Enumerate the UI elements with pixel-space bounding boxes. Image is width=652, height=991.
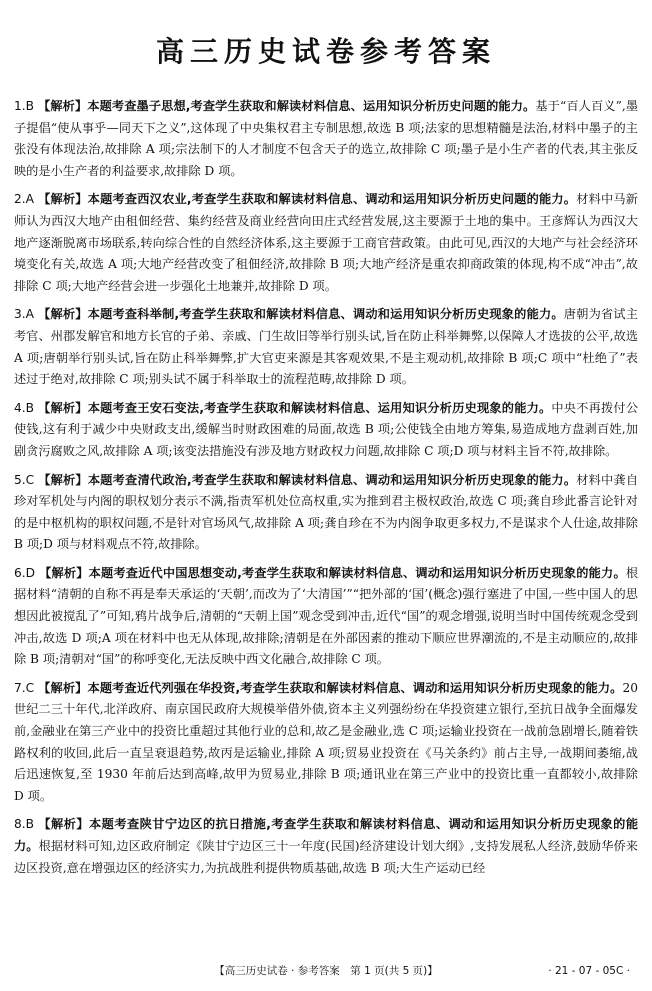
answer-body: 基于“百人百义”,墨子提倡“使从事乎—同天下之义”,这体现了中央集权君主专制思想,故选 B 项;法家的思想精髓是法治,材料中墨子的主张没有体现法治,故排除 A 项;宗法制下的人才制度不包含天子的选立,故排除 C 项;墨子是小生产者的代表,其主张反映的是小生产者的利益要求,故排除 D 项。	[14, 99, 639, 178]
analysis-tag: 【解析】	[38, 817, 89, 832]
analysis-tag: 【解析】	[38, 472, 88, 487]
answer-body: 根据材料“清朝的自称不再是奉天承运的‘天朝’,而改为了‘大清国’”“把外部的‘国’(概念)强行塞进了中国,一些中国人的思想因此被搅乱了”可知,鸦片战争后,清朝的“天朝上国”观念受到冲击,近代“国”的观念增强,说明当时中国传统观念受到冲击,故选 D 项;A 项在材料中也无从体现,故排除;清朝是在外部因素的推动下顺应世界潮流的,不是主动顺应的,故排除 B 项;清朝对“国”的称呼变化,无法反映中西文化融合,故排除 C 项。	[14, 565, 639, 667]
answer-item	[14, 96, 638, 182]
answer-body: 20 世纪二三十年代,北洋政府、南京国民政府大规模举借外债,资本主义列强纷纷在华投资建立银行,至抗日战争全面爆发前,金融业在第三产业中的投资比重超过其他行业的总和,故乙是金融业,选 C 项;运输业投资在一战前急剧增长,随着铁路权利的收回,此后一直呈衰退趋势,故丙是运输业,排除 A 项;贸易业投资在《马关条约》前占主导,一战期间萎缩,战后迅速恢复,至 1930 年前后达到高峰,故甲为贸易业,排除 B 项;通讯业在第三产业中的投资比重一直都较小,故排除 D 项。	[14, 680, 639, 803]
answer-lead: 本题考查清代政治,考查学生获取和解读材料信息、调动和运用知识分析历史现象的能力。	[87, 472, 577, 487]
answer-lead: 本题考查陕甘宁边区的抗日措施,考查学生获取和解读材料信息、调动和运用知识分析历史现象的能力。	[14, 817, 639, 853]
answer-number: 4.B	[14, 400, 34, 415]
answer-item	[14, 678, 638, 808]
answer-number: 6.D	[14, 565, 36, 580]
answer-number: 1.B	[14, 99, 34, 113]
answer-lead: 本题考查王安石变法,考查学生获取和解读材料信息、运用知识分析历史现象的能力。	[87, 400, 552, 415]
answer-item	[14, 304, 638, 390]
answer-item	[14, 398, 638, 463]
answer-body: 唐朝为省试主考官、州郡发解官和地方长官的子弟、亲戚、门生故旧等举行别头试,旨在防止科举舞弊,以保障人才选拔的公平,故选 A 项;唐朝举行别头试,旨在防止科举舞弊,扩大官吏来源是其客观效果,不是主观动机,故排除 B 项;C 项中“杜绝了”表述过于绝对,故排除 C 项;别头试不属于科举取士的流程范畴,故排除 D 项。	[14, 307, 638, 387]
footer-page-info: 【高三历史试卷 · 参考答案 第 1 页(共 5 页)】	[214, 965, 438, 977]
answer-number: 2.A	[14, 192, 34, 207]
analysis-tag: 【解析】	[39, 565, 89, 580]
answer-item	[14, 814, 638, 879]
analysis-tag: 【解析】	[38, 307, 88, 322]
answer-item	[14, 563, 638, 671]
answer-lead: 本题考查科举制,考查学生获取和解读材料信息、调动和运用知识分析历史现象的能力。	[87, 307, 564, 322]
answer-body: 中央不再拨付公使钱,这有利于减少中央财政支出,缓解当时财政困难的局面,故选 B 项;公使钱全由地方筹集,易造成地方盘剥百姓,加剧贪污腐败之风,故排除 A 项;该变法措施没有涉及地方财政权力问题,故排除 C 项;D 项与材料主旨不符,故排除。	[14, 400, 639, 458]
answer-lead: 本题考查墨子思想,考查学生获取和解读材料信息、运用知识分析历史问题的能力。	[87, 99, 536, 113]
answer-number: 5.C	[14, 472, 35, 487]
analysis-tag: 【解析】	[38, 680, 88, 695]
answer-lead: 本题考查近代列强在华投资,考查学生获取和解读材料信息、调动和运用知识分析历史现象的能力。	[87, 680, 623, 695]
answer-body: 材料中龚自珍对军机处与内阁的职权划分表示不满,指责军机处位高权重,实为推到君主极权政治,故选 C 项;龚自珍此番言论针对的是中枢机构的职权问题,不是针对官场风气,故排除 A 项;龚自珍在不为内阁争取更多权力,不是谋求个人仕途,故排除 B 项;D 项与材料观点不符,故排除。	[14, 472, 639, 552]
answer-lead: 本题考查近代中国思想变动,考查学生获取和解读材料信息、调动和运用知识分析历史现象的能力。	[88, 565, 626, 580]
answer-number: 3.A	[14, 307, 34, 322]
analysis-tag: 【解析】	[38, 400, 88, 415]
answer-list	[14, 96, 638, 886]
page-footer	[0, 963, 652, 979]
answer-item	[14, 189, 638, 297]
analysis-tag: 【解析】	[38, 99, 88, 113]
page-title: 高三历史试卷参考答案	[155, 35, 496, 68]
answer-item	[14, 470, 638, 556]
answer-number: 7.C	[14, 680, 35, 695]
answer-body: 材料中马新师认为西汉大地产由租佃经营、集约经营及商业经营向田庄式经营发展,这主要源于土地的集中。王彦辉认为西汉大地产逐渐脱离市场联系,转向综合性的自然经济体系,这主要源于工商官营政策。由此可见,西汉的大地产与社会经济环境变化有关,故选 A 项;大地产经营改变了租佃经济,故排除 B 项;大地产经济是重农抑商政策的体现,构不成“冲击”,故排除 C 项;大地产经营会进一步强化土地兼并,故排除 D 项。	[14, 192, 638, 293]
answer-body: 根据材料可知,边区政府制定《陕甘宁边区三十一年度(民国)经济建设计划大纲》,支持发展私人经济,鼓励华侨来边区投资,意在增强边区的经济实力,为抗战胜利提供物质基础,故选 B 项;大生产运动已经	[14, 839, 638, 875]
answer-number: 8.B	[14, 817, 34, 832]
answer-lead: 本题考查西汉农业,考查学生获取和解读材料信息、调动和运用知识分析历史问题的能力。	[87, 192, 577, 207]
analysis-tag: 【解析】	[38, 192, 88, 207]
footer-paper-code: · 21 - 07 - 05C ·	[548, 965, 630, 977]
